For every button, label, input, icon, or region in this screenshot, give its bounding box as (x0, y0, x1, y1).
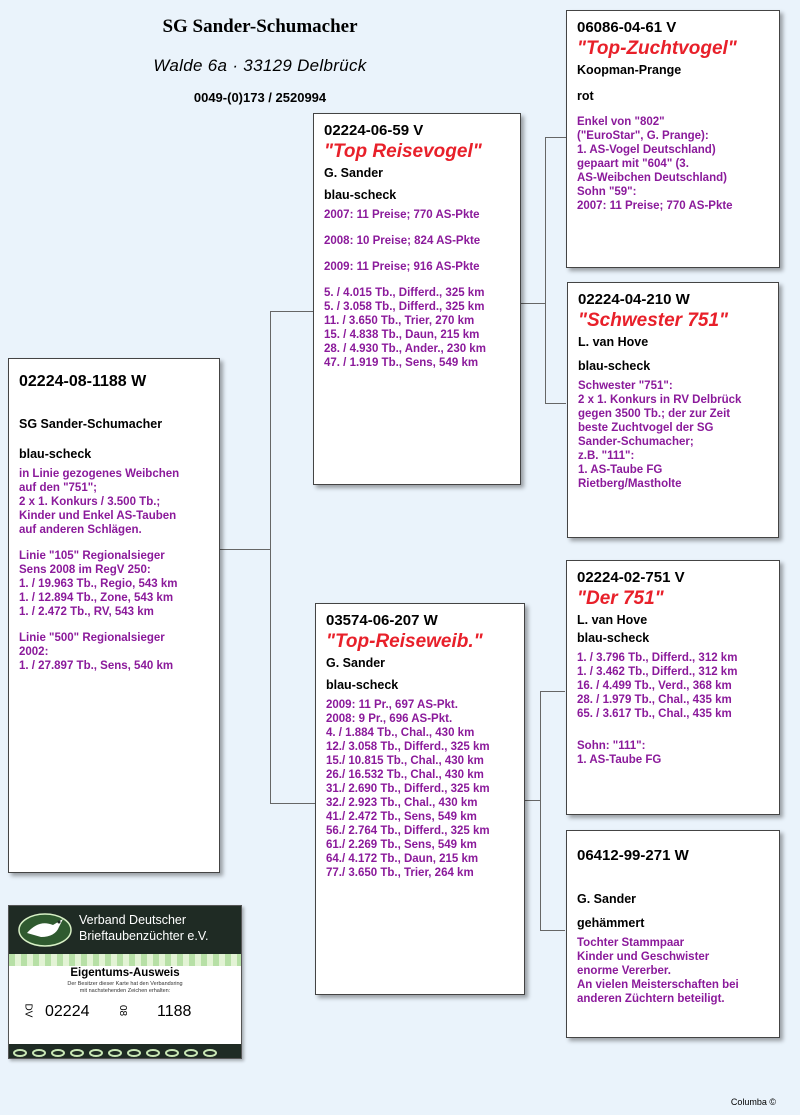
ss-note-line: gepaart mit "604" (3. (577, 158, 689, 170)
sd-note-line: Rietberg/Mastholte (578, 478, 682, 490)
ds-title: "Der 751" (577, 588, 664, 609)
sd-note-line: beste Zuchtvogel der SG (578, 422, 714, 434)
subject-note-line: 1. / 19.963 Tb., Regio, 543 km (19, 578, 178, 590)
connector-sire-vertical (545, 137, 546, 404)
sd-note-line: 2 x 1. Konkurs in RV Delbrück (578, 394, 742, 406)
pedigree-dd-card (566, 830, 780, 1038)
badge-association-line1: Verband Deutscher (79, 913, 187, 927)
badge-association (79, 912, 209, 944)
connector-subject-stem (219, 549, 270, 550)
badge-note-line2: mit nachstehenden Zeichen erhalten: (79, 988, 171, 994)
ss-note-line: ("EuroStar", G. Prange): (577, 130, 709, 142)
dam-result-line: 2008: 9 Pr., 696 AS-Pkt. (326, 713, 453, 725)
sire-season-2009: 2009: 11 Preise; 916 AS-Pkte (324, 261, 480, 273)
dam-result-line: 77./ 3.650 Tb., Trier, 264 km (326, 867, 474, 879)
ss-note-line: 1. AS-Vogel Deutschland) (577, 144, 716, 156)
pedigree-sd-card (567, 282, 779, 538)
badge-year: 08 (117, 1004, 129, 1017)
ds-result-line: 28. / 1.979 Tb., Chal., 435 km (577, 694, 732, 706)
sd-breeder: L. van Hove (578, 335, 649, 349)
breeder-header (110, 12, 410, 105)
breeder-phone: 0049-(0)173 / 2520994 (193, 90, 327, 105)
breeder-address: Walde 6a · 33129 Delbrück (153, 56, 367, 75)
dd-note-line: Kinder und Geschwister (577, 951, 710, 963)
ds-color: blau-scheck (577, 631, 650, 645)
dam-result-line: 31./ 2.690 Tb., Differd., 325 km (326, 783, 490, 795)
ss-note-line: AS-Weibchen Deutschland) (577, 172, 727, 184)
dam-result-line: 2009: 11 Pr., 697 AS-Pkt. (326, 699, 458, 711)
pedigree-subject-card (8, 358, 220, 873)
subject-note-line: 1. / 12.894 Tb., Zone, 543 km (19, 592, 174, 604)
connector-parents-vertical (270, 311, 271, 803)
sire-color: blau-scheck (324, 188, 397, 202)
connector-to-sd (545, 403, 566, 404)
dam-breeder: G. Sander (326, 656, 386, 670)
connector-to-dd (540, 930, 565, 931)
pedigree-dam-card (315, 603, 525, 995)
sd-note-line: z.B. "111": (578, 450, 635, 462)
ds-result-line: 1. / 3.462 Tb., Differd., 312 km (577, 666, 738, 678)
sd-note-line: gegen 3500 Tb.; der zur Zeit (578, 408, 731, 420)
dam-color: blau-scheck (326, 678, 399, 692)
ss-color: rot (577, 89, 594, 103)
dam-result-line: 61./ 2.269 Tb., Sens, 549 km (326, 839, 477, 851)
badge-pattern-band (9, 954, 241, 966)
sire-breeder: G. Sander (324, 166, 384, 180)
badge-association-line2: Brieftaubenzüchter e.V. (79, 929, 209, 943)
connector-to-dam (270, 803, 315, 804)
sire-title: "Top Reisevogel" (324, 141, 482, 162)
badge-header (9, 906, 241, 954)
sire-result-line: 5. / 3.058 Tb., Differd., 325 km (324, 301, 485, 313)
badge-ring-number: 1188 (157, 1003, 192, 1020)
subject-ring-number: 02224-08-1188 W (19, 373, 147, 390)
connector-to-sire (270, 311, 314, 312)
sd-ring-number: 02224-04-210 W (578, 291, 690, 308)
ds-result-line: 65. / 3.617 Tb., Chal., 435 km (577, 708, 732, 720)
subject-note-line: auf den "751"; (19, 482, 98, 494)
badge-card-title: Eigentums-Ausweis (70, 967, 180, 979)
badge-footer-pattern (9, 1044, 241, 1058)
subject-color: blau-scheck (19, 447, 92, 461)
sire-season-2007: 2007: 11 Preise; 770 AS-Pkte (324, 209, 480, 221)
dam-result-line: 41./ 2.472 Tb., Sens, 549 km (326, 811, 477, 823)
dam-result-line: 56./ 2.764 Tb., Differd., 325 km (326, 825, 490, 837)
subject-breeder: SG Sander-Schumacher (19, 417, 163, 431)
subject-note-line: auf anderen Schlägen. (19, 524, 142, 536)
dam-ring-number: 03574-06-207 W (326, 612, 438, 629)
connector-dam-vertical (540, 691, 541, 931)
connector-to-ss (545, 137, 566, 138)
pedigree-ss-card (566, 10, 780, 268)
pedigree-ds-card (566, 560, 780, 815)
pedigree-sire-card (313, 113, 521, 485)
dd-note-line: enorme Vererber. (577, 965, 671, 977)
dd-breeder: G. Sander (577, 892, 637, 906)
connector-sire-stem (521, 303, 546, 304)
sire-result-line: 15. / 4.838 Tb., Daun, 215 km (324, 329, 480, 341)
sd-note-line: Sander-Schumacher; (578, 436, 694, 448)
sd-note-line: 1. AS-Taube FG (578, 464, 663, 476)
breeder-name: SG Sander-Schumacher (162, 16, 358, 37)
sire-season-2008: 2008: 10 Preise; 824 AS-Pkte (324, 235, 481, 247)
badge-note (9, 981, 241, 995)
ss-ring-number: 06086-04-61 V (577, 19, 677, 36)
badge-note-line1: Der Besitzer dieser Karte hat den Verbandsring (67, 981, 183, 987)
dam-result-line: 64./ 4.172 Tb., Daun, 215 km (326, 853, 479, 865)
sd-color: blau-scheck (578, 359, 651, 373)
dam-result-line: 26./ 16.532 Tb., Chal., 430 km (326, 769, 484, 781)
ss-note-line: 2007: 11 Preise; 770 AS-Pkte (577, 200, 733, 212)
ss-note-line: Enkel von "802" (577, 116, 665, 128)
dd-note-line: Tochter Stammpaar (577, 937, 685, 949)
subject-note-line: Kinder und Enkel AS-Tauben (19, 510, 177, 522)
dd-note-line: An vielen Meisterschaften bei (577, 979, 739, 991)
dd-color: gehämmert (577, 916, 645, 930)
connector-to-ds (540, 691, 565, 692)
copyright: Columba © (730, 1097, 776, 1107)
ss-note-line: Sohn "59": (577, 186, 637, 198)
subject-note-line: Linie "500" Regionalsieger (19, 632, 165, 644)
subject-note-line: 1. / 27.897 Tb., Sens, 540 km (19, 660, 174, 672)
dam-result-line: 15./ 10.815 Tb., Chal., 430 km (326, 755, 484, 767)
ss-title: "Top-Zuchtvogel" (577, 38, 737, 59)
subject-note-line: 2002: (19, 646, 49, 658)
dam-result-line: 12./ 3.058 Tb., Differd., 325 km (326, 741, 490, 753)
dam-result-line: 4. / 1.884 Tb., Chal., 430 km (326, 727, 475, 739)
dam-result-line: 32./ 2.923 Tb., Chal., 430 km (326, 797, 478, 809)
ds-ring-number: 02224-02-751 V (577, 569, 685, 586)
ds-son-line: Sohn: "111": (577, 740, 646, 752)
sd-title: "Schwester 751" (578, 310, 729, 331)
sd-note-line: Schwester "751": (578, 380, 673, 392)
dd-note-line: anderen Züchtern beteiligt. (577, 993, 725, 1005)
connector-dam-stem (525, 800, 541, 801)
subject-note-line: Sens 2008 im RegV 250: (19, 564, 151, 576)
badge-association-number: 02224 (45, 1003, 90, 1020)
dam-title: "Top-Reiseweib." (326, 631, 483, 652)
subject-note-line: 1. / 2.472 Tb., RV, 543 km (19, 606, 154, 618)
ds-breeder: L. van Hove (577, 613, 648, 627)
pigeon-logo-icon (15, 911, 75, 949)
sire-ring-number: 02224-06-59 V (324, 122, 424, 139)
subject-note-line: in Linie gezogenes Weibchen (19, 468, 180, 480)
sire-result-line: 28. / 4.930 Tb., Ander., 230 km (324, 343, 486, 355)
subject-note-line: 2 x 1. Konkurs / 3.500 Tb.; (19, 496, 161, 508)
sire-result-line: 47. / 1.919 Tb., Sens, 549 km (324, 357, 479, 369)
ss-breeder: Koopman-Prange (577, 63, 682, 77)
ds-son-line: 1. AS-Taube FG (577, 754, 662, 766)
sire-result-line: 5. / 4.015 Tb., Differd., 325 km (324, 287, 485, 299)
ds-result-line: 1. / 3.796 Tb., Differd., 312 km (577, 652, 738, 664)
ds-result-line: 16. / 4.499 Tb., Verd., 368 km (577, 680, 732, 692)
ownership-card (8, 905, 242, 1059)
badge-dv: DV (22, 1003, 34, 1018)
sire-result-line: 11. / 3.650 Tb., Trier, 270 km (324, 315, 475, 327)
dd-ring-number: 06412-99-271 W (577, 847, 689, 864)
subject-note-line: Linie "105" Regionalsieger (19, 550, 165, 562)
badge-ring-row (9, 999, 241, 1029)
